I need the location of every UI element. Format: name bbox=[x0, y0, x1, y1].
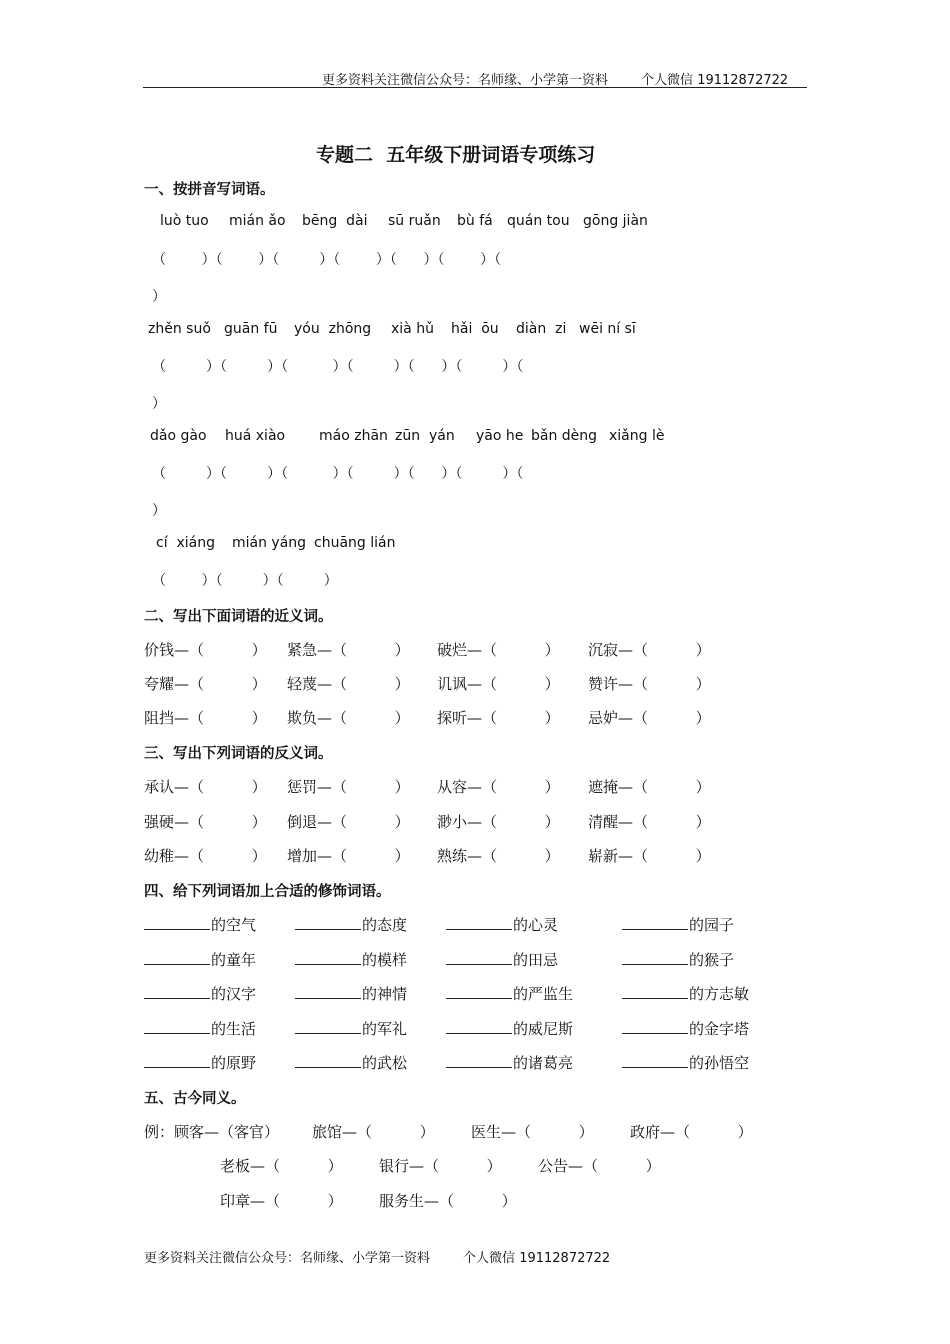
fill-blank[interactable] bbox=[622, 950, 688, 965]
modifier-item: 的园子 bbox=[622, 914, 734, 935]
fill-blank[interactable] bbox=[295, 950, 361, 965]
ancient-modern-item: 银行—（ ） bbox=[379, 1157, 502, 1175]
modifier-item: 的方志敏 bbox=[622, 983, 749, 1004]
synonym-item: 欺负—（ ） bbox=[287, 709, 410, 727]
answer-parentheses: ） bbox=[152, 503, 166, 519]
pinyin: huá xiào bbox=[225, 428, 286, 444]
ancient-modern-item: 老板—（ ） bbox=[220, 1157, 343, 1175]
pinyin: zūn yán bbox=[395, 428, 455, 444]
fill-blank[interactable] bbox=[622, 984, 688, 999]
synonym-item: 破烂—（ ） bbox=[437, 641, 560, 659]
section-1-heading: 一、按拼音写词语。 bbox=[144, 182, 275, 198]
fill-blank[interactable] bbox=[295, 984, 361, 999]
pinyin: xià hǔ bbox=[391, 321, 434, 337]
answer-parentheses: （ ）（ ）（ ）（ ）（ ）（ ）（ bbox=[152, 252, 502, 268]
ancient-modern-item: 医生—（ ） bbox=[471, 1123, 594, 1141]
section-5-heading: 五、古今同义。 bbox=[144, 1091, 246, 1107]
modifier-item: 的原野 bbox=[144, 1052, 256, 1073]
modifier-item: 的态度 bbox=[295, 914, 407, 935]
answer-parentheses: （ ）（ ）（ ）（ ）（ ）（ ）（ bbox=[152, 359, 524, 375]
example-item: 例：顾客—（客官） bbox=[144, 1123, 280, 1141]
fill-blank[interactable] bbox=[144, 984, 210, 999]
ancient-modern-item: 公告—（ ） bbox=[538, 1157, 661, 1175]
pinyin: quán tou bbox=[507, 213, 570, 229]
synonym-item: 阻挡—（ ） bbox=[144, 709, 267, 727]
fill-blank[interactable] bbox=[446, 984, 512, 999]
ancient-modern-item: 印章—（ ） bbox=[220, 1192, 343, 1210]
antonym-item: 承认—（ ） bbox=[144, 778, 267, 796]
fill-blank[interactable] bbox=[446, 915, 512, 930]
antonym-item: 惩罚—（ ） bbox=[287, 778, 410, 796]
modifier-item: 的武松 bbox=[295, 1052, 407, 1073]
pinyin: sū ruǎn bbox=[388, 213, 441, 229]
pinyin: máo zhān bbox=[319, 428, 388, 444]
ancient-modern-item: 旅馆—（ ） bbox=[312, 1123, 435, 1141]
synonym-item: 探听—（ ） bbox=[437, 709, 560, 727]
page-header: 更多资料关注微信公众号：名师缘、小学第一资料 个人微信 19112872722 bbox=[322, 73, 789, 88]
antonym-item: 清醒—（ ） bbox=[588, 813, 711, 831]
modifier-item: 的生活 bbox=[144, 1018, 256, 1039]
fill-blank[interactable] bbox=[144, 950, 210, 965]
modifier-item: 的心灵 bbox=[446, 914, 558, 935]
pinyin: chuāng lián bbox=[314, 535, 396, 551]
ancient-modern-item: 服务生—（ ） bbox=[379, 1192, 517, 1210]
pinyin: luò tuo bbox=[160, 213, 209, 229]
page-title: 专题二 五年级下册词语专项练习 bbox=[316, 144, 596, 166]
answer-parentheses: （ ）（ ）（ ）（ ）（ ）（ ）（ bbox=[152, 466, 524, 482]
pinyin: gōng jiàn bbox=[583, 213, 648, 229]
section-4-heading: 四、给下列词语加上合适的修饰词语。 bbox=[144, 884, 391, 900]
modifier-item: 的模样 bbox=[295, 949, 407, 970]
modifier-item: 的金字塔 bbox=[622, 1018, 749, 1039]
ancient-modern-item: 政府—（ ） bbox=[630, 1123, 753, 1141]
synonym-item: 忌妒—（ ） bbox=[588, 709, 711, 727]
pinyin: zhěn suǒ bbox=[148, 321, 211, 337]
synonym-item: 夸耀—（ ） bbox=[144, 675, 267, 693]
pinyin: mián ǎo bbox=[229, 213, 286, 229]
pinyin: guān fū bbox=[224, 321, 278, 337]
antonym-item: 幼稚—（ ） bbox=[144, 847, 267, 865]
fill-blank[interactable] bbox=[295, 1019, 361, 1034]
modifier-item: 的军礼 bbox=[295, 1018, 407, 1039]
modifier-item: 的空气 bbox=[144, 914, 256, 935]
antonym-item: 从容—（ ） bbox=[437, 778, 560, 796]
pinyin: diàn zi bbox=[516, 321, 567, 337]
synonym-item: 赞许—（ ） bbox=[588, 675, 711, 693]
modifier-item: 的威尼斯 bbox=[446, 1018, 573, 1039]
pinyin: dǎo gào bbox=[150, 428, 207, 444]
synonym-item: 紧急—（ ） bbox=[287, 641, 410, 659]
fill-blank[interactable] bbox=[622, 1053, 688, 1068]
antonym-item: 遮掩—（ ） bbox=[588, 778, 711, 796]
pinyin: bēng dài bbox=[302, 213, 368, 229]
modifier-item: 的田忌 bbox=[446, 949, 558, 970]
synonym-item: 轻蔑—（ ） bbox=[287, 675, 410, 693]
fill-blank[interactable] bbox=[144, 1053, 210, 1068]
answer-parentheses: （ ）（ ）（ ） bbox=[152, 573, 338, 589]
synonym-item: 沉寂—（ ） bbox=[588, 641, 711, 659]
answer-parentheses: ） bbox=[152, 396, 166, 412]
pinyin: cí xiáng bbox=[156, 535, 216, 551]
pinyin: yóu zhōng bbox=[294, 321, 372, 337]
fill-blank[interactable] bbox=[295, 1053, 361, 1068]
antonym-item: 熟练—（ ） bbox=[437, 847, 560, 865]
pinyin: hǎi ōu bbox=[451, 321, 499, 337]
pinyin: bǎn dèng bbox=[531, 428, 598, 444]
antonym-item: 崭新—（ ） bbox=[588, 847, 711, 865]
pinyin: yāo he bbox=[476, 428, 524, 444]
pinyin: xiǎng lè bbox=[609, 428, 665, 444]
fill-blank[interactable] bbox=[295, 915, 361, 930]
fill-blank[interactable] bbox=[446, 950, 512, 965]
antonym-item: 倒退—（ ） bbox=[287, 813, 410, 831]
section-3-heading: 三、写出下列词语的反义词。 bbox=[144, 746, 333, 762]
section-2-heading: 二、写出下面词语的近义词。 bbox=[144, 609, 333, 625]
page-footer: 更多资料关注微信公众号：名师缘、小学第一资料 个人微信 19112872722 bbox=[144, 1251, 611, 1266]
fill-blank[interactable] bbox=[622, 915, 688, 930]
fill-blank[interactable] bbox=[446, 1053, 512, 1068]
fill-blank[interactable] bbox=[144, 1019, 210, 1034]
pinyin: wēi ní sī bbox=[579, 321, 636, 337]
modifier-item: 的汉字 bbox=[144, 983, 256, 1004]
fill-blank[interactable] bbox=[144, 915, 210, 930]
modifier-item: 的神情 bbox=[295, 983, 407, 1004]
fill-blank[interactable] bbox=[446, 1019, 512, 1034]
modifier-item: 的猴子 bbox=[622, 949, 734, 970]
modifier-item: 的严监生 bbox=[446, 983, 573, 1004]
antonym-item: 渺小—（ ） bbox=[437, 813, 560, 831]
synonym-item: 讥讽—（ ） bbox=[437, 675, 560, 693]
answer-parentheses: ） bbox=[152, 289, 166, 305]
modifier-item: 的孙悟空 bbox=[622, 1052, 749, 1073]
antonym-item: 增加—（ ） bbox=[287, 847, 410, 865]
pinyin: mián yáng bbox=[232, 535, 307, 551]
header-divider bbox=[143, 87, 807, 88]
modifier-item: 的诸葛亮 bbox=[446, 1052, 573, 1073]
synonym-item: 价钱—（ ） bbox=[144, 641, 267, 659]
fill-blank[interactable] bbox=[622, 1019, 688, 1034]
modifier-item: 的童年 bbox=[144, 949, 256, 970]
antonym-item: 强硬—（ ） bbox=[144, 813, 267, 831]
pinyin: bù fá bbox=[457, 213, 493, 229]
